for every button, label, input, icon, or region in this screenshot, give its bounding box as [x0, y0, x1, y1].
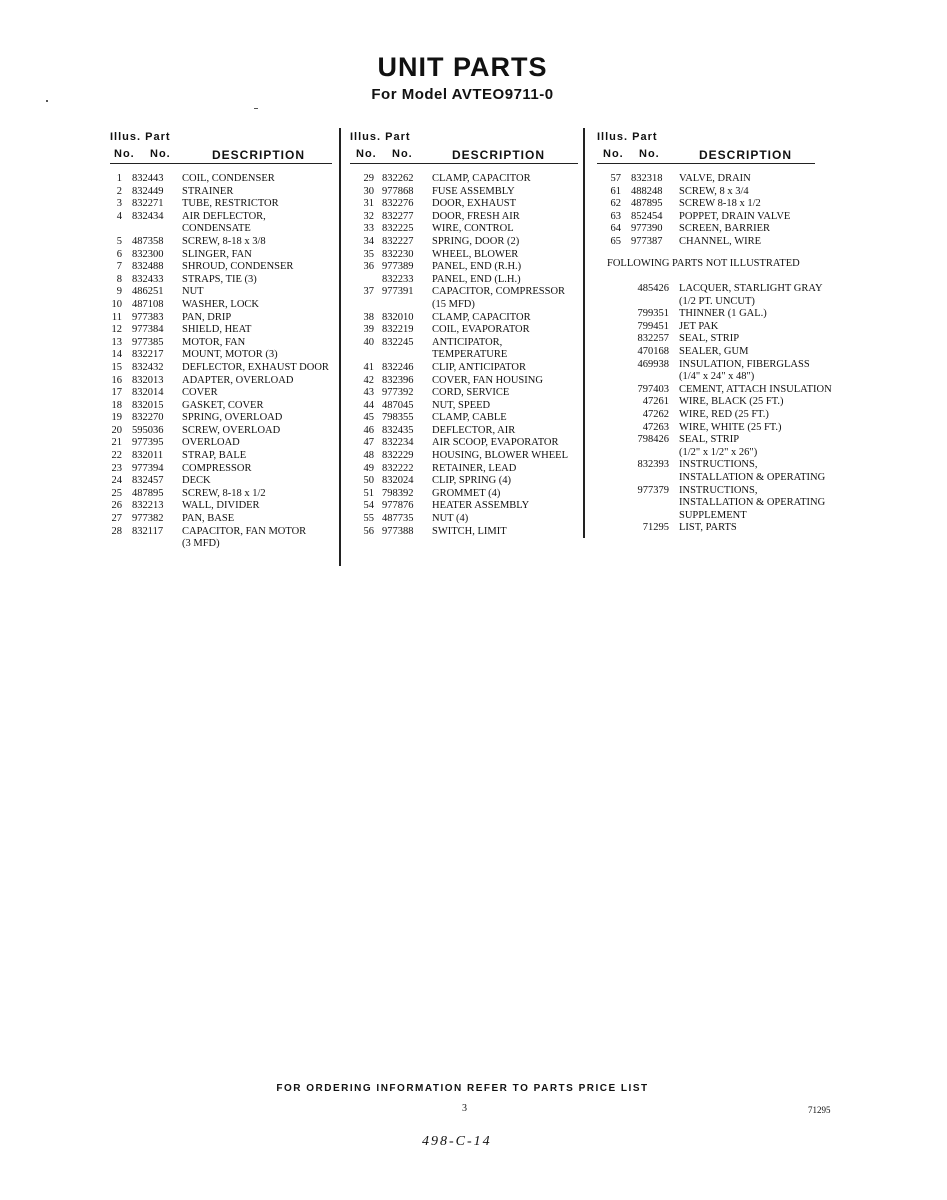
illus-number: 61: [610, 185, 621, 197]
part-description: LIST, PARTS: [679, 522, 737, 534]
part-number: 832432: [132, 361, 164, 373]
part-description: NUT: [182, 286, 204, 298]
illus-number: 3: [116, 198, 122, 210]
part-number: 487045: [382, 399, 414, 411]
part-description: CLAMP, CAPACITOR: [432, 311, 531, 323]
part-description: ANTICIPATOR,: [432, 336, 503, 348]
ordering-note: FOR ORDERING INFORMATION REFER TO PARTS PRICE LIST: [276, 1083, 649, 1094]
illus-number: 38: [363, 311, 374, 323]
part-number: 487735: [382, 513, 414, 525]
part-number: 832229: [382, 450, 414, 462]
part-number: 832300: [132, 248, 164, 260]
illus-number: 43: [363, 387, 374, 399]
illus-number: 2: [116, 185, 122, 197]
illus-part-label: Illus. Part: [110, 131, 171, 143]
illus-number: 19: [111, 412, 122, 424]
part-description: SCREW, 8-18 x 1/2: [182, 487, 266, 499]
part-description: INSTALLATION & OPERATING: [679, 471, 826, 483]
column-header: [597, 128, 842, 162]
part-description: (1/2 PT. UNCUT): [679, 295, 755, 307]
part-number: 832443: [132, 173, 164, 184]
part-description: GROMMET (4): [432, 487, 501, 499]
part-number: 487895: [132, 487, 164, 499]
part-number: 487895: [631, 198, 663, 210]
part-description: SEAL, STRIP: [679, 333, 740, 345]
part-description: OVERLOAD: [182, 437, 240, 449]
part-description: COIL, CONDENSER: [182, 173, 275, 184]
part-description: FUSE ASSEMBLY: [432, 185, 515, 197]
handwritten-note: 498-C-14: [422, 1134, 492, 1149]
part-no-label: No.: [639, 148, 660, 160]
part-number: 832435: [382, 424, 414, 436]
part-description: INSTRUCTIONS,: [679, 459, 758, 471]
illus-number: 7: [116, 261, 122, 273]
header-rule: [597, 163, 815, 164]
part-number: 977388: [382, 525, 414, 537]
illus-no-label: No.: [114, 148, 135, 160]
speck: [46, 100, 48, 102]
part-description: CLIP, SPRING (4): [432, 475, 512, 487]
part-description: STRAP, BALE: [182, 450, 247, 462]
illus-part-label: Illus. Part: [597, 131, 658, 143]
parts-column-1: [110, 128, 335, 550]
part-description: PANEL, END (L.H.): [432, 273, 521, 285]
illus-part-label: Illus. Part: [350, 131, 411, 143]
illus-number: 51: [363, 487, 374, 499]
part-number: 799351: [637, 308, 669, 320]
part-description: PANEL, END (R.H.): [432, 261, 522, 273]
illus-number: 49: [363, 462, 374, 474]
part-number: 832230: [382, 248, 414, 260]
part-number: 832488: [132, 261, 164, 273]
part-description: CLAMP, CAPACITOR: [432, 173, 531, 184]
part-description: VALVE, DRAIN: [679, 173, 751, 184]
part-description: SCREEN, BARRIER: [679, 223, 771, 235]
part-number: 832234: [382, 437, 414, 449]
part-number: 798355: [382, 412, 414, 424]
part-number: 469938: [637, 358, 669, 370]
part-number: 832270: [132, 412, 164, 424]
part-description: CONDENSATE: [182, 223, 251, 235]
header-rule: [110, 163, 332, 164]
part-description: SEAL, STRIP: [679, 434, 740, 446]
illus-number: 4: [116, 210, 122, 222]
part-number: 470168: [637, 345, 669, 357]
illus-number: 34: [363, 235, 374, 247]
illus-number: 9: [116, 286, 122, 298]
part-description: ADAPTER, OVERLOAD: [182, 374, 294, 386]
part-number: 487358: [132, 235, 164, 247]
illus-number: 30: [363, 185, 374, 197]
part-number: 832117: [132, 525, 164, 537]
part-description: MOTOR, FAN: [182, 336, 246, 348]
illus-number: 17: [111, 387, 122, 399]
part-description: CLAMP, CABLE: [432, 412, 507, 424]
illus-number: 65: [610, 235, 621, 247]
header-rule: [350, 163, 578, 164]
part-number: 832013: [132, 374, 164, 386]
part-description: TUBE, RESTRICTOR: [182, 198, 279, 210]
part-number: 832434: [132, 210, 164, 222]
part-number: 71295: [642, 522, 669, 534]
illus-number: 50: [363, 475, 374, 487]
part-number: 832271: [132, 198, 164, 210]
illus-number: 1: [116, 173, 122, 184]
part-description: COVER: [182, 387, 218, 399]
part-number: 798392: [382, 487, 414, 499]
illus-number: 54: [363, 500, 374, 512]
part-description: WALL, DIVIDER: [182, 500, 260, 512]
part-description: GASKET, COVER: [182, 399, 264, 411]
illus-number: 29: [363, 173, 374, 184]
illus-number: 31: [363, 198, 374, 210]
part-description: CAPACITOR, COMPRESSOR: [432, 286, 566, 298]
part-description: TEMPERATURE: [432, 349, 508, 361]
part-number: 832318: [631, 173, 663, 184]
part-number: 832217: [132, 349, 164, 361]
illus-number: 20: [111, 424, 122, 436]
part-number: 832233: [382, 273, 414, 285]
illus-number: 23: [111, 462, 122, 474]
part-number: 832449: [132, 185, 164, 197]
part-number: 797403: [637, 383, 669, 395]
illus-number: 33: [363, 223, 374, 235]
parts-column-3: [597, 128, 842, 534]
part-number: 47261: [642, 396, 669, 408]
part-number: 977385: [132, 336, 164, 348]
part-number: 595036: [132, 424, 164, 436]
illus-number: 36: [363, 261, 374, 273]
illus-number: 28: [111, 525, 122, 537]
part-number: 832262: [382, 173, 414, 184]
part-description: SPRING, OVERLOAD: [182, 412, 283, 424]
part-number: 977391: [382, 286, 414, 298]
part-description: SEALER, GUM: [679, 345, 749, 357]
illus-number: 5: [116, 235, 122, 247]
part-description: WASHER, LOCK: [182, 298, 260, 310]
illus-number: 25: [111, 487, 122, 499]
not-illustrated-heading: FOLLOWING PARTS NOT ILLUSTRATED: [607, 258, 800, 269]
part-description: SUPPLEMENT: [679, 509, 747, 521]
part-description: HOUSING, BLOWER WHEEL: [432, 450, 568, 462]
part-description: PAN, BASE: [182, 513, 235, 525]
illus-number: 37: [363, 286, 374, 298]
model-subtitle: For Model AVTEO9711-0: [371, 86, 554, 103]
part-number: 832277: [382, 210, 414, 222]
description-label: DESCRIPTION: [699, 148, 793, 162]
illus-number: 45: [363, 412, 374, 424]
illus-number: 13: [111, 336, 122, 348]
part-number: 977384: [132, 324, 164, 336]
part-description: STRAINER: [182, 185, 234, 197]
part-description: JET PAK: [679, 320, 719, 332]
illus-number: 39: [363, 324, 374, 336]
part-no-label: No.: [392, 148, 413, 160]
part-description: LACQUER, STARLIGHT GRAY: [679, 283, 823, 294]
illus-number: 47: [363, 437, 374, 449]
illus-number: 40: [363, 336, 374, 348]
part-description: SHROUD, CONDENSER: [182, 261, 294, 273]
part-description: SCREW, OVERLOAD: [182, 424, 281, 436]
part-description: CLIP, ANTICIPATOR: [432, 361, 526, 373]
illus-number: 64: [610, 223, 621, 235]
illus-number: 15: [111, 361, 122, 373]
illus-number: 27: [111, 513, 122, 525]
part-description: (1/2" x 1/2" x 26"): [679, 446, 758, 458]
part-description: WHEEL, BLOWER: [432, 248, 519, 260]
part-description: DECK: [182, 475, 211, 487]
illus-number: 41: [363, 361, 374, 373]
part-description: SCREW, 8 x 3/4: [679, 185, 749, 197]
part-number: 977389: [382, 261, 414, 273]
part-number: 47263: [642, 421, 669, 433]
description-label: DESCRIPTION: [212, 148, 306, 162]
illus-number: 55: [363, 513, 374, 525]
illus-number: 26: [111, 500, 122, 512]
part-number: 832024: [382, 475, 414, 487]
illus-number: 63: [610, 210, 621, 222]
part-number: 832393: [637, 459, 669, 471]
part-number: 832225: [382, 223, 414, 235]
part-description: WIRE, RED (25 FT.): [679, 408, 769, 420]
part-number: 832245: [382, 336, 414, 348]
part-description: COIL, EVAPORATOR: [432, 324, 530, 336]
part-number: 832219: [382, 324, 414, 336]
part-number: 832246: [382, 361, 414, 373]
part-description: WIRE, BLACK (25 FT.): [679, 396, 784, 408]
part-description: INSTALLATION & OPERATING: [679, 497, 826, 509]
part-number: 832011: [132, 450, 164, 462]
part-description: AIR DEFLECTOR,: [182, 210, 266, 222]
part-description: COVER, FAN HOUSING: [432, 374, 543, 386]
illus-no-label: No.: [356, 148, 377, 160]
part-description: NUT, SPEED: [432, 399, 491, 411]
illus-number: 12: [111, 324, 122, 336]
part-description: STRAPS, TIE (3): [182, 273, 257, 285]
part-description: AIR SCOOP, EVAPORATOR: [432, 437, 559, 449]
parts-column-2: [350, 128, 580, 537]
part-number: 977383: [132, 311, 164, 323]
illus-number: 48: [363, 450, 374, 462]
part-description: THINNER (1 GAL.): [679, 308, 767, 320]
part-number: 852454: [631, 210, 663, 222]
part-description: (1/4" x 24" x 48"): [679, 371, 755, 383]
illus-number: 10: [111, 298, 122, 310]
illus-number: 16: [111, 374, 122, 386]
part-number: 832014: [132, 387, 164, 399]
document-code: 71295: [808, 1105, 831, 1115]
part-number: 832276: [382, 198, 414, 210]
illus-number: 44: [363, 399, 374, 411]
illus-number: 24: [111, 475, 122, 487]
part-number: 977395: [132, 437, 164, 449]
part-description: SCREW 8-18 x 1/2: [679, 198, 761, 210]
page-number: 3: [462, 1103, 467, 1114]
part-number: 832457: [132, 475, 164, 487]
part-description: RETAINER, LEAD: [432, 462, 517, 474]
illus-number: 35: [363, 248, 374, 260]
part-number: 487108: [132, 298, 164, 310]
part-number: 977876: [382, 500, 414, 512]
part-number: 832257: [637, 333, 669, 345]
part-number: 47262: [642, 408, 669, 420]
part-description: NUT (4): [432, 513, 469, 525]
part-number: 485426: [637, 283, 669, 294]
part-number: 798426: [637, 434, 669, 446]
description-label: DESCRIPTION: [452, 148, 546, 162]
part-number: 977390: [631, 223, 663, 235]
part-number: 832010: [382, 311, 414, 323]
column-header: [350, 128, 580, 162]
part-description: MOUNT, MOTOR (3): [182, 349, 278, 361]
illus-number: 57: [610, 173, 621, 184]
part-number: 977379: [637, 484, 669, 496]
illus-number: 21: [111, 437, 122, 449]
part-description: INSTRUCTIONS,: [679, 484, 758, 496]
part-number: 832227: [382, 235, 414, 247]
part-description: (3 MFD): [182, 538, 220, 550]
part-description: CORD, SERVICE: [432, 387, 510, 399]
part-description: DEFLECTOR, AIR: [432, 424, 516, 436]
illus-number: 14: [111, 349, 122, 361]
illus-number: 32: [363, 210, 374, 222]
part-number: 832433: [132, 273, 164, 285]
part-description: CHANNEL, WIRE: [679, 235, 762, 247]
illus-number: 62: [610, 198, 621, 210]
part-description: CEMENT, ATTACH INSULATION: [679, 383, 832, 395]
illus-number: 18: [111, 399, 122, 411]
part-number: 977394: [132, 462, 164, 474]
part-number: 832213: [132, 500, 164, 512]
part-description: DOOR, FRESH AIR: [432, 210, 520, 222]
page-title: UNIT PARTS: [377, 52, 548, 82]
part-description: HEATER ASSEMBLY: [432, 500, 530, 512]
part-description: PAN, DRIP: [182, 311, 232, 323]
part-description: WIRE, WHITE (25 FT.): [679, 421, 782, 433]
column-divider: [339, 128, 341, 566]
part-description: SHIELD, HEAT: [182, 324, 252, 336]
part-description: SLINGER, FAN: [182, 248, 252, 260]
illus-number: 56: [363, 525, 374, 537]
part-number: 488248: [631, 185, 663, 197]
illus-number: 6: [116, 248, 122, 260]
part-number: 486251: [132, 286, 164, 298]
part-number: 977392: [382, 387, 414, 399]
illus-number: 22: [111, 450, 122, 462]
part-description: SPRING, DOOR (2): [432, 235, 520, 247]
illus-number: 11: [111, 311, 122, 323]
illus-no-label: No.: [603, 148, 624, 160]
part-number: 977382: [132, 513, 164, 525]
speck: [254, 108, 258, 109]
illus-number: 8: [116, 273, 122, 285]
part-description: WIRE, CONTROL: [432, 223, 514, 235]
part-number: 977387: [631, 235, 663, 247]
part-number: 799451: [637, 320, 669, 332]
column-divider: [583, 128, 585, 538]
illus-number: 42: [363, 374, 374, 386]
part-description: DEFLECTOR, EXHAUST DOOR: [182, 361, 329, 373]
part-description: SCREW, 8-18 x 3/8: [182, 235, 266, 247]
part-number: 832015: [132, 399, 164, 411]
part-number: 832396: [382, 374, 414, 386]
part-description: COMPRESSOR: [182, 462, 252, 474]
part-description: SWITCH, LIMIT: [432, 525, 507, 537]
part-description: CAPACITOR, FAN MOTOR: [182, 525, 307, 537]
part-description: POPPET, DRAIN VALVE: [679, 210, 791, 222]
illus-number: 46: [363, 424, 374, 436]
column-header: [110, 128, 335, 162]
part-description: INSULATION, FIBERGLASS: [679, 358, 810, 370]
part-number: 977868: [382, 185, 414, 197]
part-description: DOOR, EXHAUST: [432, 198, 516, 210]
part-no-label: No.: [150, 148, 171, 160]
part-number: 832222: [382, 462, 414, 474]
part-description: (15 MFD): [432, 298, 475, 310]
